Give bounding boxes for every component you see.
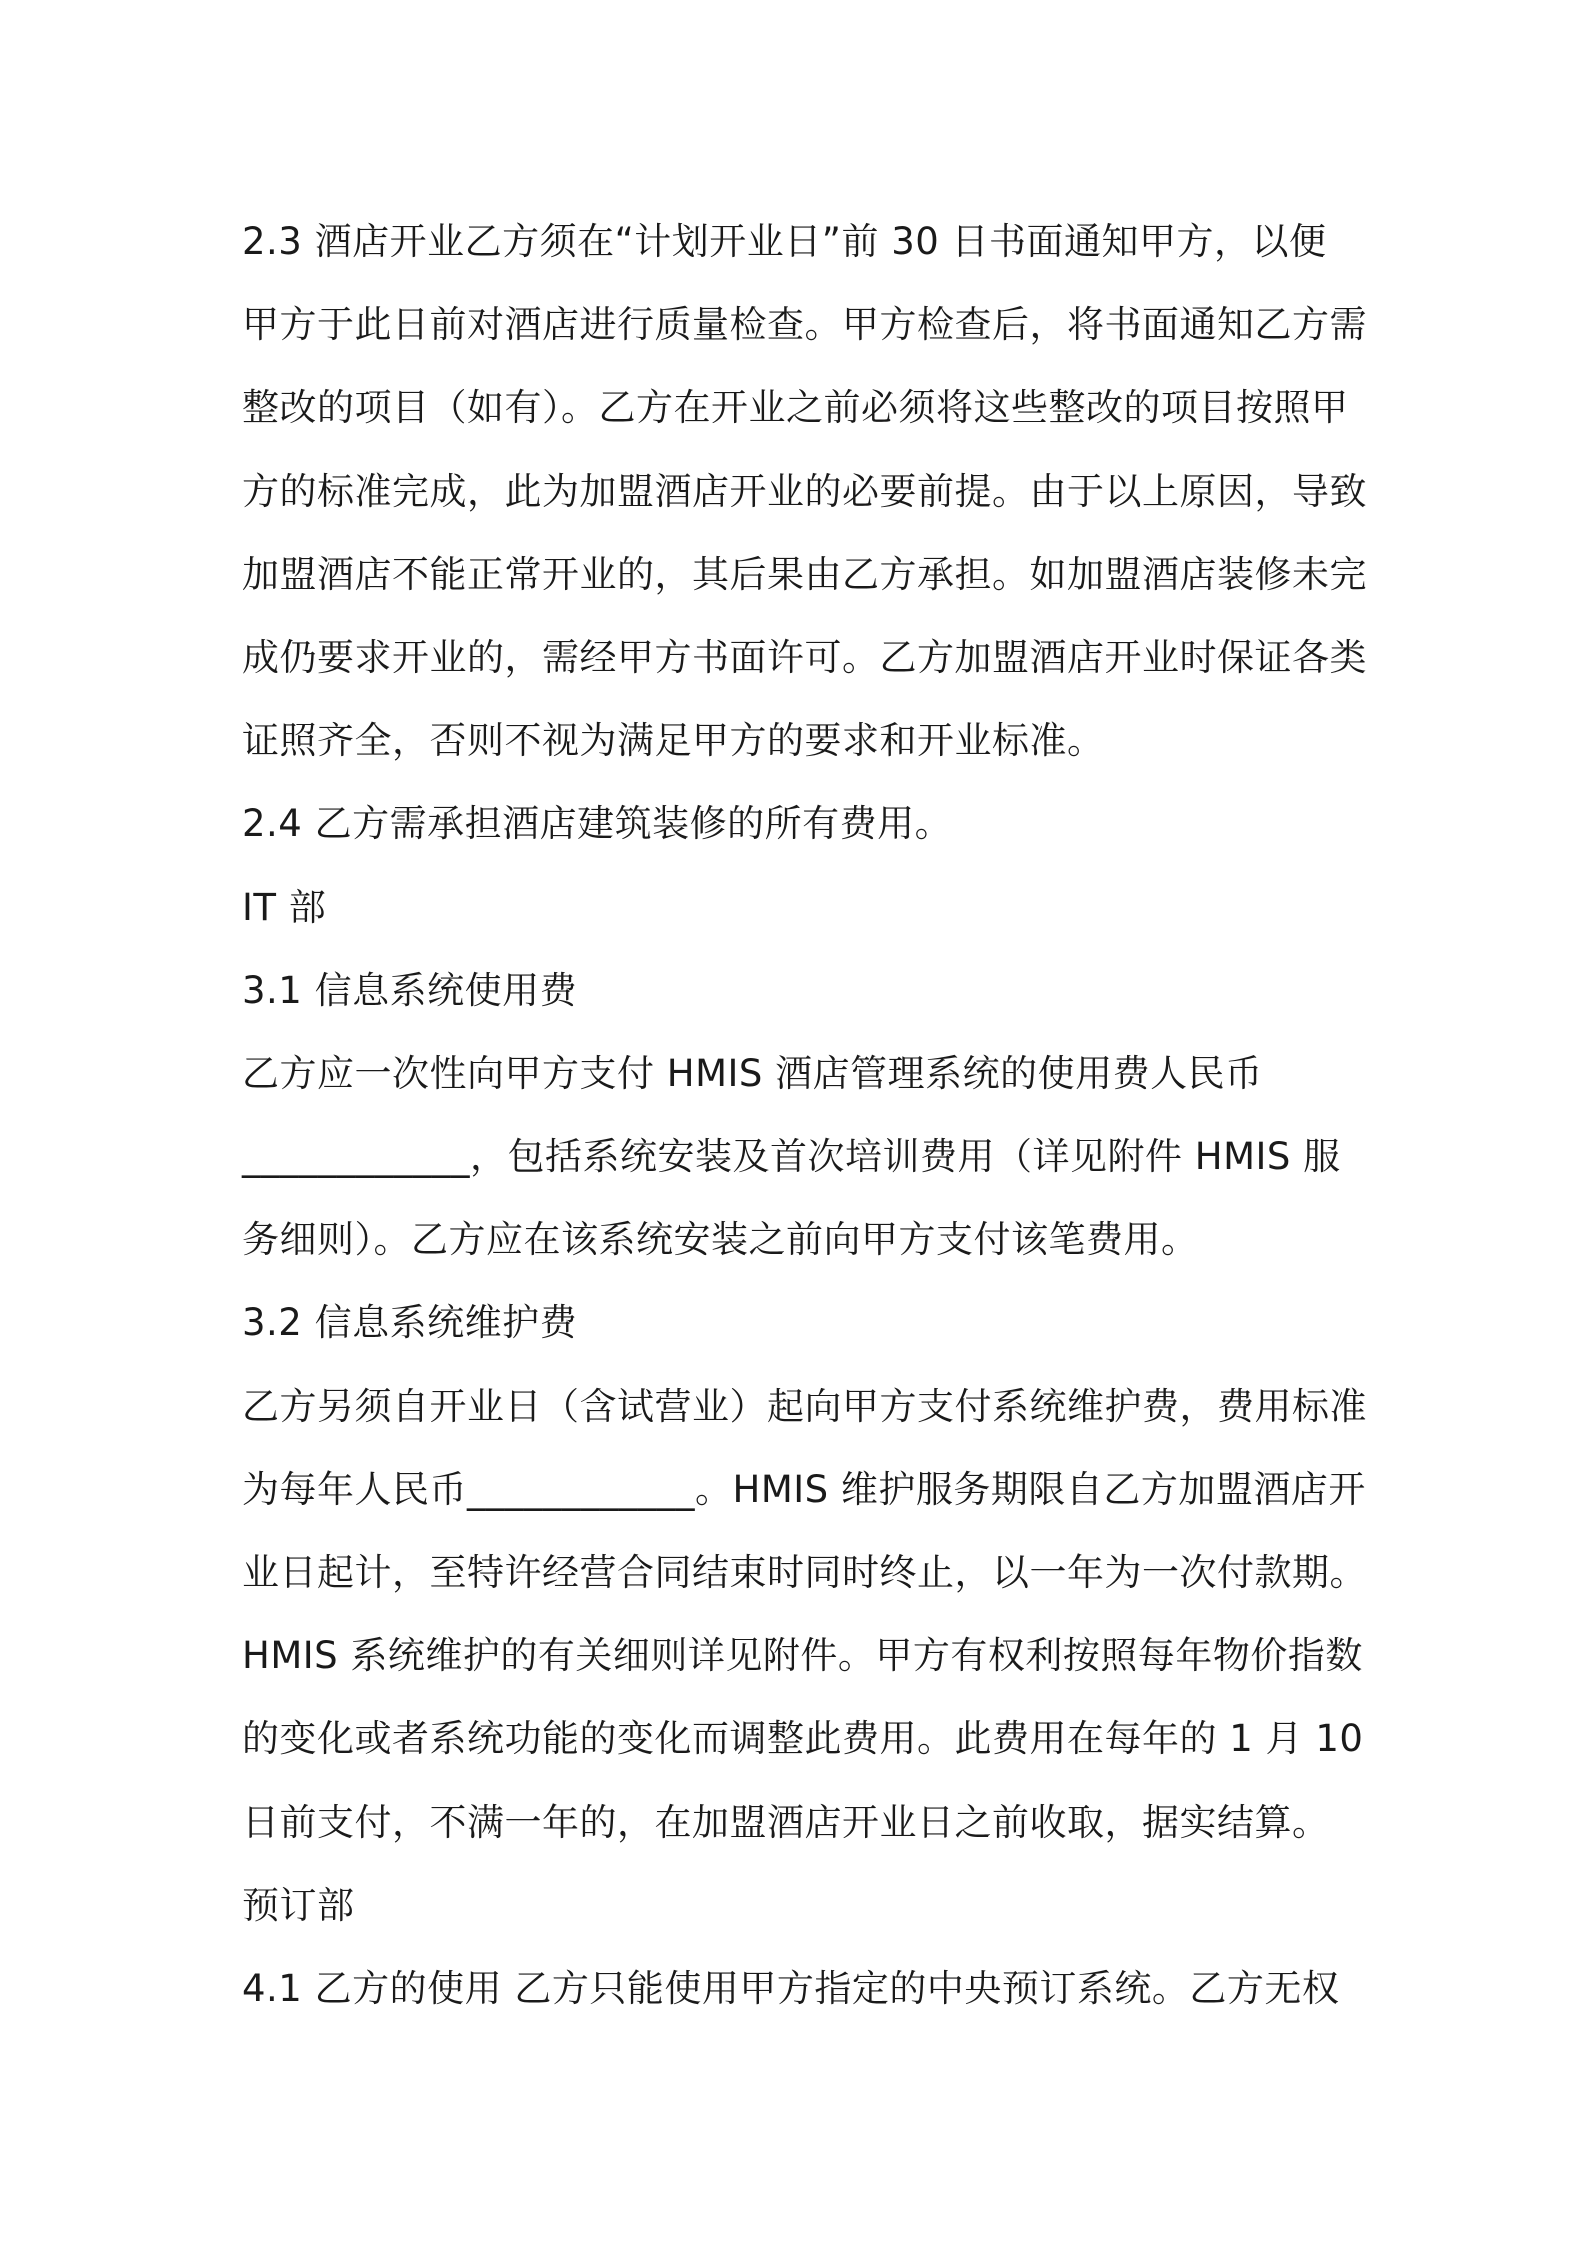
text-line-2-3-d: 方的标准完成，此为加盟酒店开业的必要前提。由于以上原因，导致 [242, 469, 1367, 513]
text-line-3-2-c: 业日起计，至特许经营合同结束时同时终止，以一年为一次付款期。 [242, 1551, 1367, 1594]
clause-heading-3-2: 3.2 信息系统维护费 [242, 1301, 578, 1345]
text-line-3-2-d: HMIS 系统维护的有关细则详见附件。甲方有权利按照每年物价指数 [242, 1634, 1363, 1678]
text-line-3-1-a: 乙方应一次性向甲方支付 HMIS 酒店管理系统的使用费人民币 [242, 1051, 1263, 1095]
text-line-2-3-c: 整改的项目（如有）。乙方在开业之前必须将这些整改的项目按照甲 [242, 386, 1349, 430]
document-body [242, 200, 1367, 2030]
text-line-3-2-e: 的变化或者系统功能的变化而调整此费用。此费用在每年的 1 月 10 [242, 1717, 1364, 1761]
clause-heading-3-1: 3.1 信息系统使用费 [242, 968, 578, 1012]
text-line-3-2-b: 为每年人民币____________。HMIS 维护服务期限自乙方加盟酒店开 [242, 1467, 1366, 1511]
text-line-2-3-f: 成仍要求开业的，需经甲方书面许可。乙方加盟酒店开业时保证各类 [242, 635, 1367, 679]
clause-2-4: 2.4 乙方需承担酒店建筑装修的所有费用。 [242, 802, 953, 846]
section-heading-reservations: 预订部 [242, 1883, 355, 1927]
clause-4-1: 4.1 乙方的使用 乙方只能使用甲方指定的中央预订系统。乙方无权 [242, 1966, 1340, 2010]
text-line-2-3-a: 2.3 酒店开业乙方须在“计划开业日”前 30 日书面通知甲方，以便 [242, 220, 1327, 263]
text-line-2-3-e: 加盟酒店不能正常开业的，其后果由乙方承担。如加盟酒店装修未完 [242, 552, 1367, 596]
text-line-3-2-a: 乙方另须自开业日（含试营业）起向甲方支付系统维护费，费用标准 [242, 1384, 1367, 1428]
text-line-3-2-f: 日前支付，不满一年的，在加盟酒店开业日之前收取，据实结算。 [242, 1800, 1330, 1844]
text-line-3-1-c: 务细则）。乙方应在该系统安装之前向甲方支付该笔费用。 [242, 1218, 1199, 1262]
text-line-3-1-b: ____________，包括系统安装及首次培训费用（详见附件 HMIS 服 [242, 1135, 1341, 1179]
text-line-2-3-b: 甲方于此日前对酒店进行质量检查。甲方检查后，将书面通知乙方需 [242, 303, 1367, 347]
text-line-2-3-g: 证照齐全，否则不视为满足甲方的要求和开业标准。 [242, 719, 1105, 763]
section-heading-it: IT 部 [242, 885, 327, 929]
